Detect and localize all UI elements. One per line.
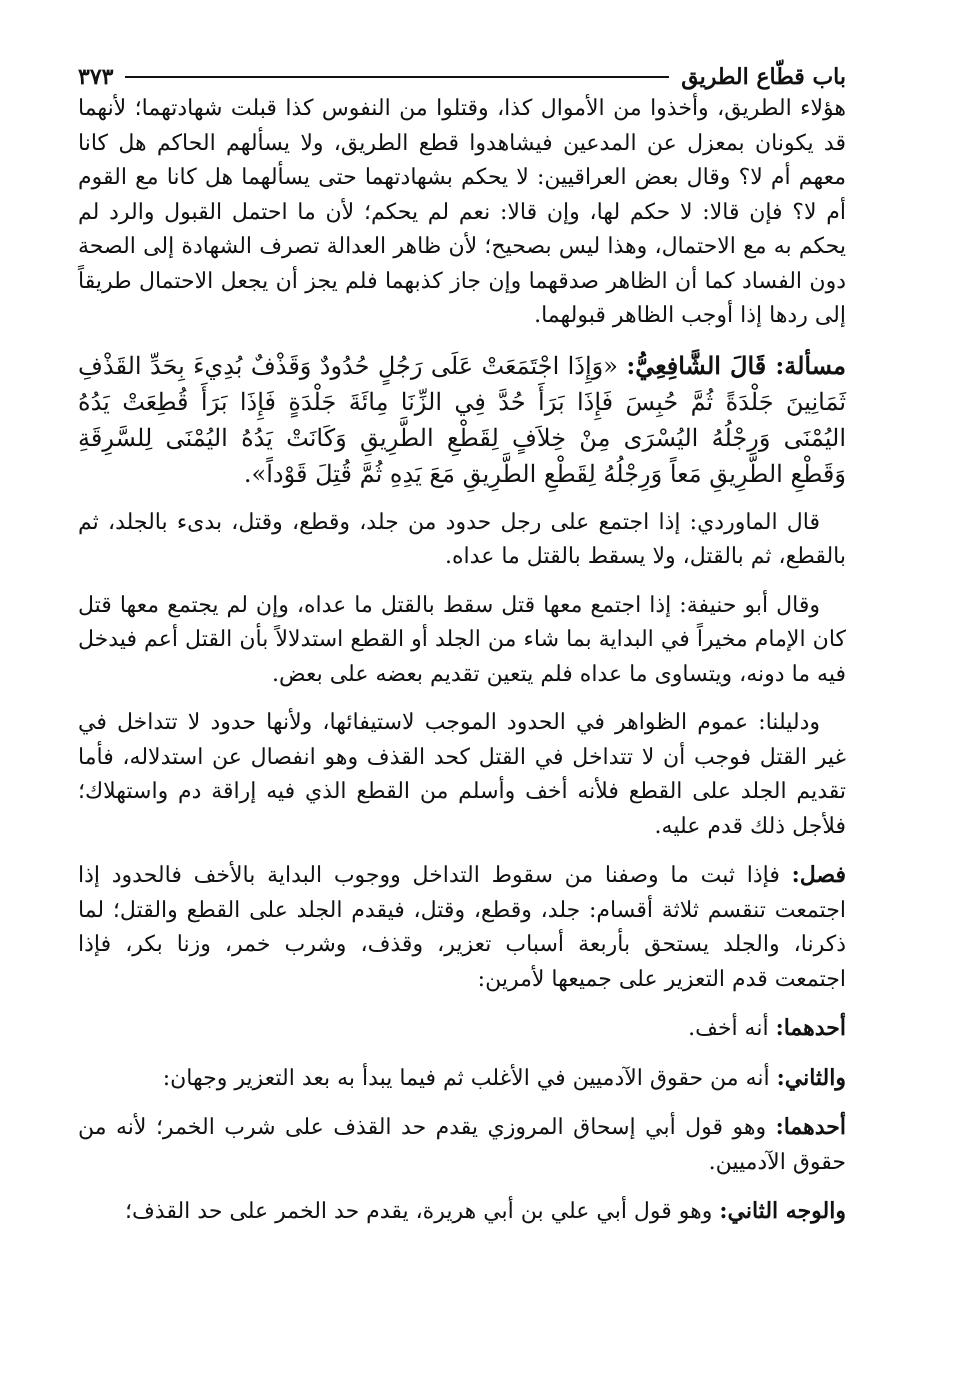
item-lead: أحدهما: — [775, 1114, 846, 1140]
paragraph-text: أنه أخف. — [688, 1016, 769, 1041]
paragraph-masalah — [78, 348, 846, 492]
fasl-lead: فصل: — [791, 862, 846, 888]
paragraph-text: ودليلنا: عموم الظواهر في الحدود الموجب لاستيفائها، ولأنها حدود لا تتداخل في غير القتل فوجب أن لا تتداخل في القتل كحد القذف وهو انفصال عن استدلاله، فأما تقديم الجلد على القطع فلأنه أخف وأسلم من القطع الذي فيه إراقة دم واستهلاك؛ فلأجل ذلك قدم عليه. — [78, 710, 846, 839]
paragraph-abu-hanifa — [78, 589, 846, 693]
paragraph-fasl — [78, 858, 846, 997]
header-rule — [125, 76, 669, 78]
chapter-title: باب قطّاع الطريق — [681, 64, 846, 90]
masalah-quote: «وَإِذَا اجْتَمَعَتْ عَلَى رَجُلٍ حُدُودٌ وَقَذْفٌ بُدِيءَ بِحَدِّ القَذْفِ ثَمَانِينَ جَلْدَةً ثُمَّ حُبِسَ فَإِذَا بَرَأَ حُدَّ فِي الزِّنَا مِائَةَ جَلْدَةٍ فَإِذَا بَرَأَ قُطِعَتْ يَدُهُ اليُمْنَى وَرِجْلُهُ اليُسْرَى مِنْ خِلاَفٍ لِقَطْعِ الطَّرِيقِ وَكَانَتْ يَدُهُ اليُمْنَى لِلسَّرِقَةِ وَقَطْعِ الطَّرِيقِ مَعاً وَرِجْلُهُ لِقَطْعِ الطَّرِيقِ مَعَ يَدِهِ ثُمَّ قُتِلَ قَوْداً». — [78, 351, 846, 488]
paragraph-ahaduhuma-2 — [78, 1110, 846, 1180]
item-lead: والثاني: — [776, 1064, 846, 1091]
paragraph-1 — [78, 92, 846, 334]
page-number: ٣٧٣ — [78, 64, 114, 90]
paragraph-text: وهو قول أبي علي بن أبي هريرة، يقدم حد الخمر على حد القذف؛ — [124, 1199, 713, 1224]
paragraph-wajh-thani — [78, 1194, 846, 1230]
book-page — [78, 62, 846, 1352]
paragraph-text: فإذا ثبت ما وصفنا من سقوط التداخل ووجوب البداية بالأخف فالحدود إذا اجتمعت تنقسم ثلاثة أقسام: جلد، وقطع، وقتل، فيقدم الجلد على القطع والقتل؛ لما ذكرنا، والجلد يستحق بأربعة أسباب تعزير، وقذف، وشرب خمر، وزنا بكر، فإذا اجتمعت قدم التعزير على جميعها لأمرين: — [78, 863, 846, 992]
paragraph-ahaduhuma-1 — [78, 1011, 846, 1047]
paragraph-dalil — [78, 706, 846, 844]
item-lead: والوجه الثاني: — [719, 1198, 846, 1224]
paragraph-text: وهو قول أبي إسحاق المروزي يقدم حد القذف على شرب الخمر؛ لأنه من حقوق الآدميين. — [78, 1115, 846, 1175]
running-header — [78, 62, 846, 92]
paragraph-text: قال الماوردي: إذا اجتمع على رجل حدود من جلد، وقطع، وقتل، بدىء بالجلد، ثم بالقطع، ثم بالقتل، ولا يسقط بالقتل ما عداه. — [78, 509, 846, 569]
item-lead: أحدهما: — [775, 1015, 846, 1041]
paragraph-text: هؤلاء الطريق، وأخذوا من الأموال كذا، وقتلوا من النفوس كذا قبلت شهادتهما؛ لأنهما قد يكونان بمعزل عن المدعين فيشاهدوا قطع الطريق، ولا يسألهم الحاكم هل كانا معهم أم لا؟ وقال بعض العراقيين: لا يحكم بشهادتهما حتى يسألهما هل كانا مع القوم أم لا؟ فإن قالا: لا حكم لها، وإن قالا: نعم لم يحكم؛ لأن ما احتمل القبول والرد لم يحكم به مع الاحتمال، وهذا ليس بصحيح؛ لأن ظاهر العدالة تصرف الشهادة إلى الصحة دون الفساد كما أن الظاهر صدقهما وإن جاز كذبهما فلم يجز أن يجعل الاحتمال طريقاً إلى ردها إذا أوجب الظاهر قبولهما. — [78, 96, 846, 328]
paragraph-thani — [78, 1061, 846, 1097]
paragraph-text: وقال أبو حنيفة: إذا اجتمع معها قتل سقط بالقتل ما عداه، وإن لم يجتمع معها قتل كان الإمام مخيراً في البداية بما شاء من الجلد أو القطع استدلالاً بأن القتل أعم فيدخل فيه ما دونه، ويتساوى ما عداه فلم يتعين تقديم بعضه على بعض. — [78, 592, 846, 687]
paragraph-text: أنه من حقوق الآدميين في الأغلب ثم فيما يبدأ به بعد التعزير وجهان: — [162, 1065, 770, 1091]
paragraph-mawardi — [78, 506, 846, 575]
masalah-lead: مسألة: قَالَ الشَّافِعِيُّ: — [626, 350, 846, 380]
